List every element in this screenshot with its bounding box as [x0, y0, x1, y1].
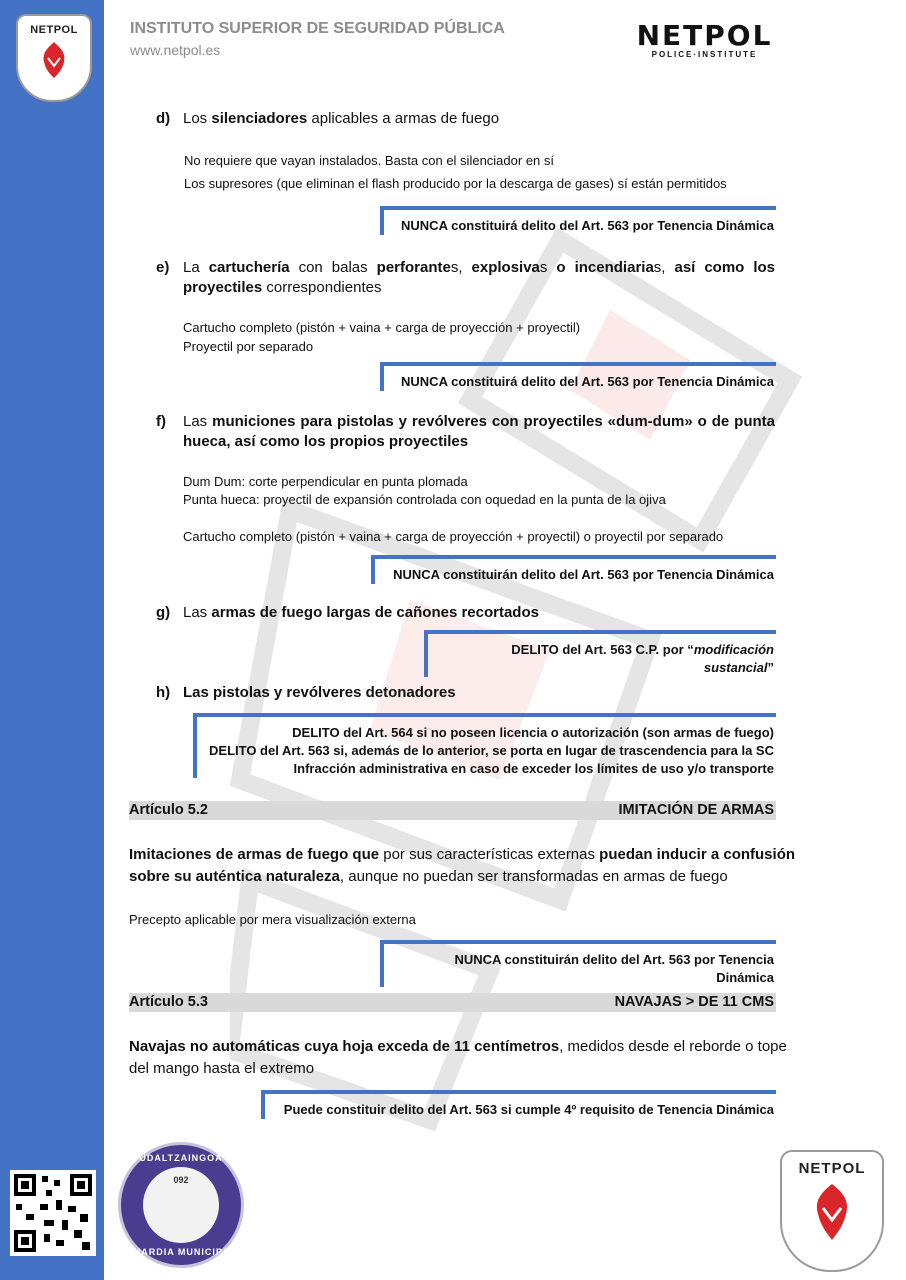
article-5-2-number: Artículo 5.2 — [129, 802, 208, 818]
item-g-note — [424, 630, 776, 677]
art52-p1: Imitaciones de armas de fuego que — [129, 846, 380, 863]
item-g-note-pre: DELITO del Art. 563 C.P. por “ — [511, 642, 694, 657]
item-d-heading-bold: silenciadores — [211, 110, 308, 127]
item-d-heading — [183, 110, 499, 127]
art52-p3: puedan inducir a confusión — [599, 846, 796, 863]
item-e-heading-line1 — [183, 259, 775, 276]
item-f-h1: Las — [183, 413, 213, 430]
item-g-heading-bold: armas de fuego largas de cañones recortados — [211, 604, 539, 621]
article-5-2-para-line2 — [129, 868, 728, 885]
item-g-label: g) — [156, 604, 171, 621]
item-e-h8: o incendiaria — [556, 259, 654, 276]
item-f-line1: Dum Dum: corte perpendicular en punta plomada — [183, 474, 468, 489]
item-e-h10: así como los — [674, 259, 776, 276]
item-e-h6: explosiva — [471, 259, 540, 276]
eagle-icon — [810, 1182, 854, 1242]
item-h-note-line2: DELITO del Art. 563 si, además de lo anterior, se porta en lugar de trascendencia para la SC — [209, 743, 774, 758]
item-f-heading-line1 — [183, 413, 775, 430]
item-e-h5: s, — [450, 259, 472, 276]
art52-p5: , aunque no puedan ser transformadas en armas de fuego — [339, 868, 728, 885]
article-5-2-small: Precepto aplicable por mera visualización externa — [129, 912, 416, 927]
item-g-heading — [183, 604, 539, 621]
item-g-note-italic: modificación sustancial — [693, 642, 774, 675]
netpol-shield-logo-footer — [780, 1150, 884, 1272]
item-e-heading-line2 — [183, 279, 381, 296]
art53-p1: Navajas no automáticas cuya hoja exceda de 11 centímetros — [129, 1038, 560, 1055]
item-e-h11: proyectiles — [183, 279, 263, 296]
article-5-2-title: IMITACIÓN DE ARMAS — [618, 802, 774, 818]
item-e-note: NUNCA constituirá delito del Art. 563 por Tenencia Dinámica — [380, 362, 776, 391]
badge-top-text: UDALTZAINGOA — [139, 1153, 223, 1163]
article-5-3-para-line1 — [129, 1038, 787, 1055]
item-e-h2: cartuchería — [208, 259, 290, 276]
item-f-h2: municiones para pistolas y revólveres con proyectiles «dum-dum» o de punta — [212, 413, 775, 430]
item-h-note-line1: DELITO del Art. 564 si no poseen licencia o autorización (son armas de fuego) — [292, 725, 774, 740]
item-e-line1: Cartucho completo (pistón + vaina + carga de proyección + proyectil) — [183, 320, 581, 335]
article-5-2-note: NUNCA constituirán delito del Art. 563 por Tenencia Dinámica — [380, 940, 776, 987]
logo-wordmark: NETPOL — [636, 19, 773, 52]
item-e-h12: correspondientes — [262, 279, 382, 296]
item-d-label: d) — [156, 110, 171, 127]
item-e-line2: Proyectil por separado — [183, 339, 314, 354]
item-g-note-post: ” — [767, 660, 774, 675]
item-h-heading: Las pistolas y revólveres detonadores — [183, 684, 456, 701]
badge-bottom-text: GUARDIA MUNICIPAL — [125, 1247, 237, 1257]
item-h-note — [193, 713, 776, 778]
item-f-h3: hueca, así como los propios proyectiles — [183, 433, 469, 450]
logo-subtitle: POLICE·INSTITUTE — [651, 50, 758, 59]
article-5-2-bar — [129, 801, 776, 820]
article-5-3-title: NAVAJAS > DE 11 CMS — [614, 994, 774, 1010]
article-5-3-number: Artículo 5.3 — [129, 994, 208, 1010]
item-d-note: NUNCA constituirá delito del Art. 563 por Tenencia Dinámica — [380, 206, 776, 235]
item-f-note: NUNCA constituirán delito del Art. 563 por Tenencia Dinámica — [371, 555, 776, 584]
item-d-line2: Los supresores (que eliminan el flash producido por la descarga de gases) sí están permitidos — [184, 176, 727, 191]
item-e-h1: La — [183, 259, 209, 276]
item-f-line3: Cartucho completo (pistón + vaina + carga de proyección + proyectil) o proyectil por separado — [183, 529, 724, 544]
article-5-2-para-line1 — [129, 846, 795, 863]
item-h-note-line3: Infracción administrativa en caso de exceder los límites de uso y/o transporte — [293, 761, 774, 776]
article-5-3-bar — [129, 993, 776, 1012]
item-f-label: f) — [156, 413, 166, 430]
item-e-h9: s, — [653, 259, 675, 276]
item-e-h3: con balas — [289, 259, 377, 276]
item-d-line1: No requiere que vayan instalados. Basta con el silenciador en sí — [184, 153, 554, 168]
guardia-municipal-badge — [118, 1142, 244, 1268]
item-e-h7: s — [539, 259, 557, 276]
shield-brand-text: NETPOL — [30, 24, 78, 36]
art52-p4: sobre su auténtica naturaleza — [129, 868, 340, 885]
item-f-line2: Punta hueca: proyectil de expansión controlada con oquedad en la punta de la ojiva — [183, 492, 666, 507]
article-5-3-para-line2: del mango hasta el extremo — [129, 1060, 315, 1077]
item-f-heading-line2 — [183, 433, 468, 450]
art53-p2: , medidos desde el reborde o tope — [559, 1038, 787, 1055]
footer-shield-brand: NETPOL — [798, 1160, 866, 1177]
item-d-heading-pre: Los — [183, 110, 212, 127]
item-e-h4: perforante — [376, 259, 451, 276]
item-e-label: e) — [156, 259, 170, 276]
institute-title: INSTITUTO SUPERIOR DE SEGURIDAD PÚBLICA — [130, 20, 505, 37]
item-g-heading-pre: Las — [183, 604, 212, 621]
art52-p2: por sus características externas — [379, 846, 600, 863]
item-h-label: h) — [156, 684, 171, 701]
badge-number: 092 — [173, 1175, 189, 1185]
article-5-3-note: Puede constituir delito del Art. 563 si cumple 4º requisito de Tenencia Dinámica — [261, 1090, 776, 1119]
website-link[interactable]: www.netpol.es — [130, 42, 221, 58]
item-d-heading-post: aplicables a armas de fuego — [307, 110, 500, 127]
